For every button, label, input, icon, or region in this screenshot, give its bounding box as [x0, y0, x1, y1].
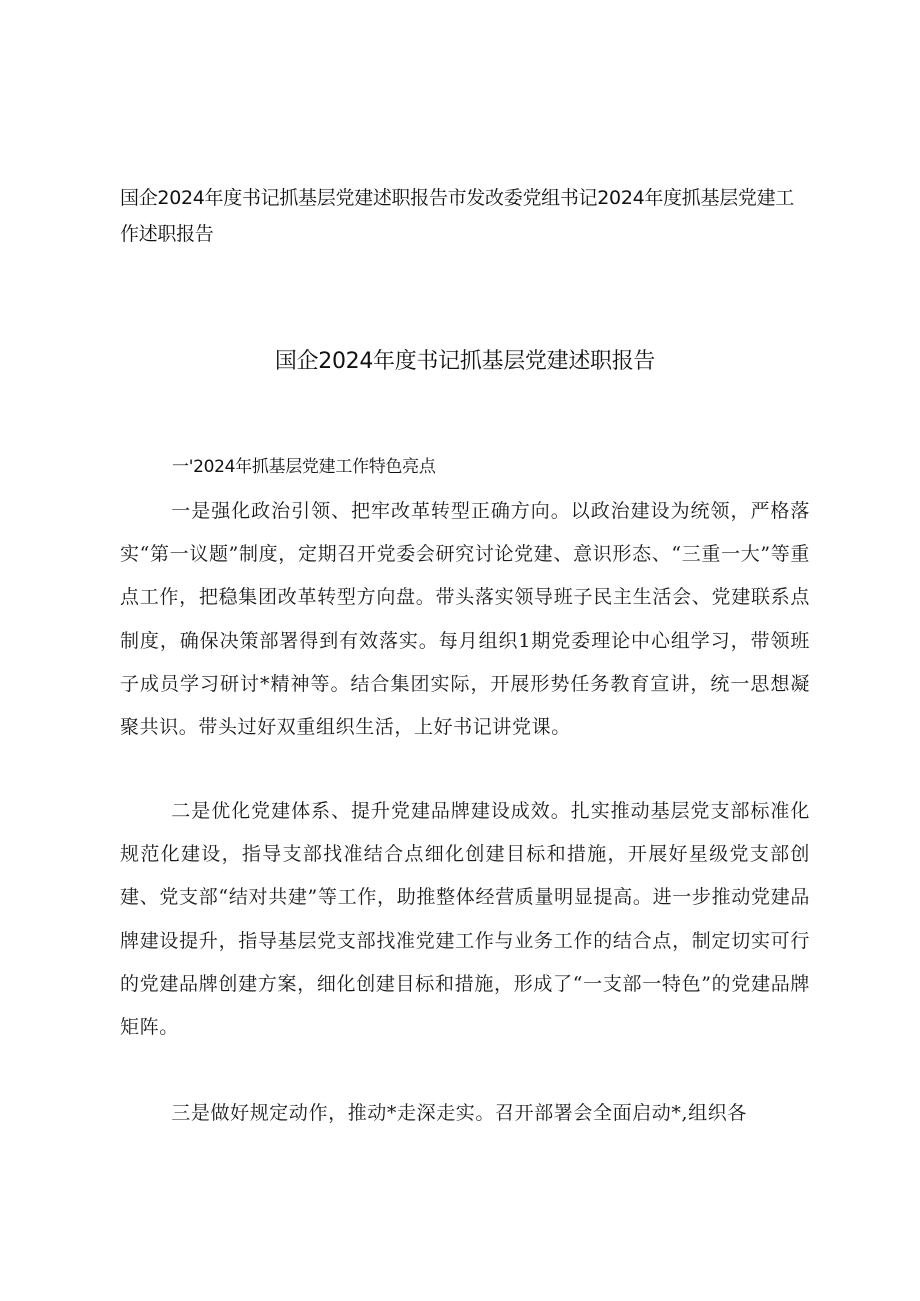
document-file-title: 国企2024年度书记抓基层党建述职报告市发改委党组书记2024年度抓基层党建工作述职报告 — [120, 187, 795, 245]
paragraph-1: 一是强化政治引领、把牢改革转型正确方向。以政治建设为统领，严格落实“第一议题”制度，定期召开党委会研究讨论党建、意识形态、“三重一大”等重点工作，把稳集团改革转型方向盘。带头落实领导班子民主生活会、党建联系点制度，确保决策部署得到有效落实。每月组织1期党委理论中心组学习，带领班子成员学习研讨*精神等。结合集团实际，开展形势任务教育宣讲，统一思想凝聚共识。带头过好双重组织生活，上好书记讲党课。 — [120, 500, 810, 739]
paragraph-3: 三是做好规定动作，推动*走深走实。召开部署会全面启动*,组织各 — [171, 1102, 747, 1124]
section-heading: 一'2024年抓基层党建工作特色亮点 — [172, 457, 436, 477]
report-heading: 国企2024年度书记抓基层党建述职报告 — [274, 349, 656, 374]
paragraph-2: 二是优化党建体系、提升党建品牌建设成效。扎实推动基层党支部标准化规范化建设，指导支部找准结合点细化创建目标和措施，开展好星级党支部创建、党支部“结对共建”等工作，助推整体经营质量明显提高。进一步推动党建品牌建设提升，指导基层党支部找准党建工作与业务工作的结合点，制定切实可行的党建品牌创建方案，细化创建目标和措施，形成了“一支部一特色”的党建品牌矩阵。 — [120, 800, 810, 1039]
